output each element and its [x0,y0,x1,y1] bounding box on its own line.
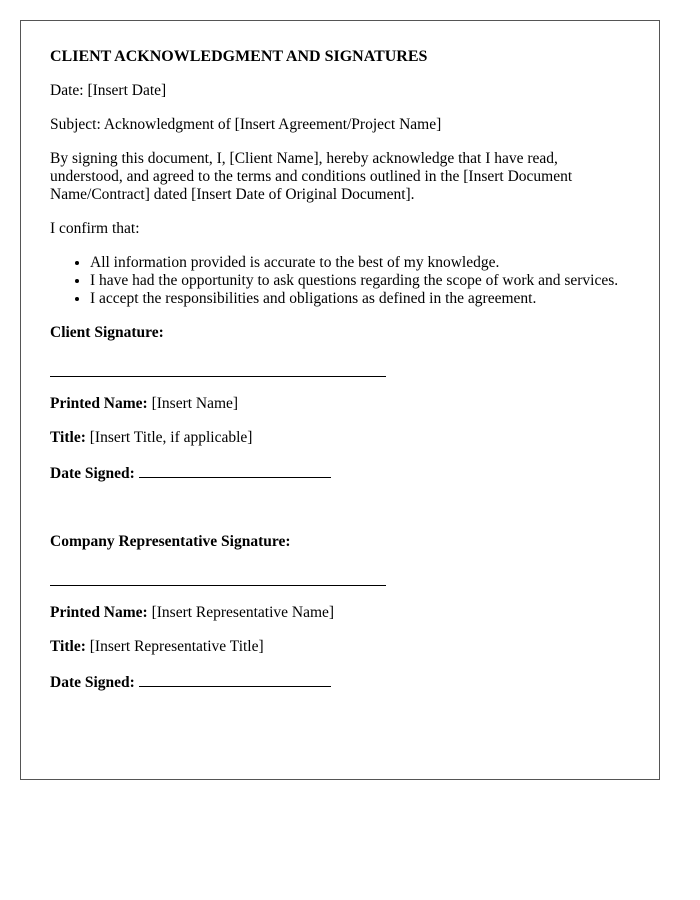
date-line: Date: [Insert Date] [50,82,167,99]
document-title: CLIENT ACKNOWLEDGMENT AND SIGNATURES [50,48,428,65]
confirm-intro: I confirm that: [50,220,140,237]
client-date-signed-line[interactable] [139,463,331,478]
client-date-signed [50,463,632,483]
company-title-label: Title: [50,638,86,655]
company-signature-section [50,533,632,692]
company-title-value: [Insert Representative Title] [89,638,264,655]
company-date-signed-label: Date Signed: [50,674,135,691]
company-signature-heading: Company Representative Signature: [50,533,291,550]
company-printed-name-label: Printed Name: [50,604,148,621]
client-printed-name-value: [Insert Name] [151,395,239,412]
client-printed-name [50,395,632,413]
document-page [20,20,660,780]
client-title [50,429,632,447]
confirmation-item: • All information provided is accurate to the best of my knowledge. [90,254,632,272]
confirmation-list [50,254,632,308]
company-date-signed-line[interactable] [139,672,331,687]
intro-paragraph: By signing this document, I, [Client Name], hereby acknowledge that I have read, understood, and agreed to the terms and conditions outlined in the [Insert Document Name/Contract] dated [Insert Date of Original Document]. [50,150,573,203]
client-date-signed-label: Date Signed: [50,465,135,482]
confirmation-item: • I accept the responsibilities and obligations as defined in the agreement. [90,290,632,308]
company-title [50,638,632,656]
document-content [50,48,632,708]
subject-line: Subject: Acknowledgment of [Insert Agreement/Project Name] [50,116,442,133]
confirmation-item: • I have had the opportunity to ask questions regarding the scope of work and services. [90,272,632,290]
client-printed-name-label: Printed Name: [50,395,148,412]
section-spacer [50,499,632,533]
client-signature-line[interactable] [50,376,386,377]
company-date-signed [50,672,632,692]
client-signature-heading: Client Signature: [50,324,164,341]
company-signature-line[interactable] [50,585,386,586]
client-signature-section [50,324,632,483]
client-title-value: [Insert Title, if applicable] [89,429,253,446]
company-printed-name [50,604,632,622]
company-printed-name-value: [Insert Representative Name] [151,604,335,621]
client-title-label: Title: [50,429,86,446]
